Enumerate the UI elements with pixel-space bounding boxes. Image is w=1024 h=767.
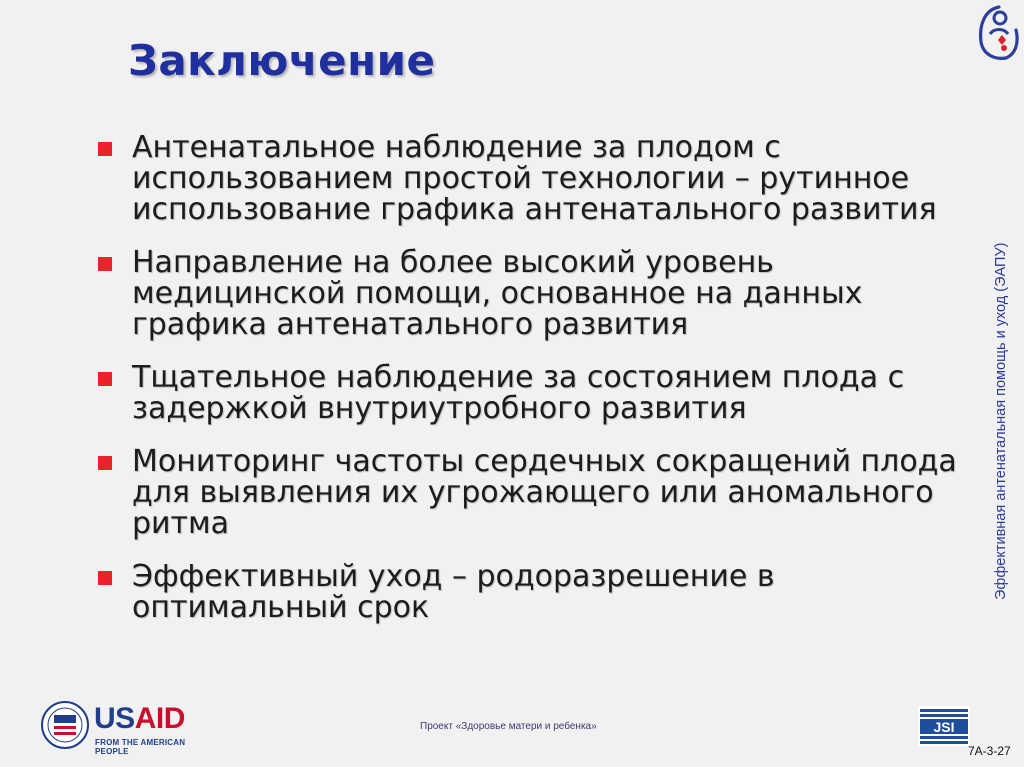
jsi-text: JSI [933,719,955,735]
jsi-logo-icon [918,706,970,746]
usaid-tagline: FROM THE AMERICAN PEOPLE [95,738,186,756]
bullet-list [96,132,976,645]
usaid-wordmark [94,702,185,736]
usaid-aid: AID [134,702,185,735]
bullet-marker [98,456,112,470]
mother-child-icon [976,4,1022,62]
bullet-text: Антенатальное наблюдение за плодом с использованием простой технологии – рутинное использование графика антенатального развития [132,130,937,227]
usaid-us: US [94,702,135,735]
list-item [96,561,976,623]
list-item [96,362,976,424]
slide-title: Заключение [128,36,436,85]
list-item [96,247,976,340]
bullet-text: Направление на более высокий уровень медицинской помощи, основанное на данных графика антенатального развития [132,245,863,342]
list-item [96,132,976,225]
usaid-logo [40,700,210,756]
side-caption: Эффективная антенатальная помощь и уход (ЭАПУ) [993,242,1009,600]
slide-number: 7A-3-27 [968,744,1011,758]
usaid-seal-icon [40,700,90,750]
project-caption: Проект «Здоровье матери и ребенка» [420,721,597,732]
bullet-marker [98,372,112,386]
bullet-text: Мониторинг частоты сердечных сокращений плода для выявления их угрожающего или аномального ритма [132,444,957,541]
bullet-marker [98,142,112,156]
bullet-marker [98,257,112,271]
bullet-marker [98,571,112,585]
bullet-text: Тщательное наблюдение за состоянием плода с задержкой внутриутробного развития [132,360,905,426]
list-item [96,446,976,539]
bullet-text: Эффективный уход – родоразрешение в оптимальный срок [132,559,775,625]
